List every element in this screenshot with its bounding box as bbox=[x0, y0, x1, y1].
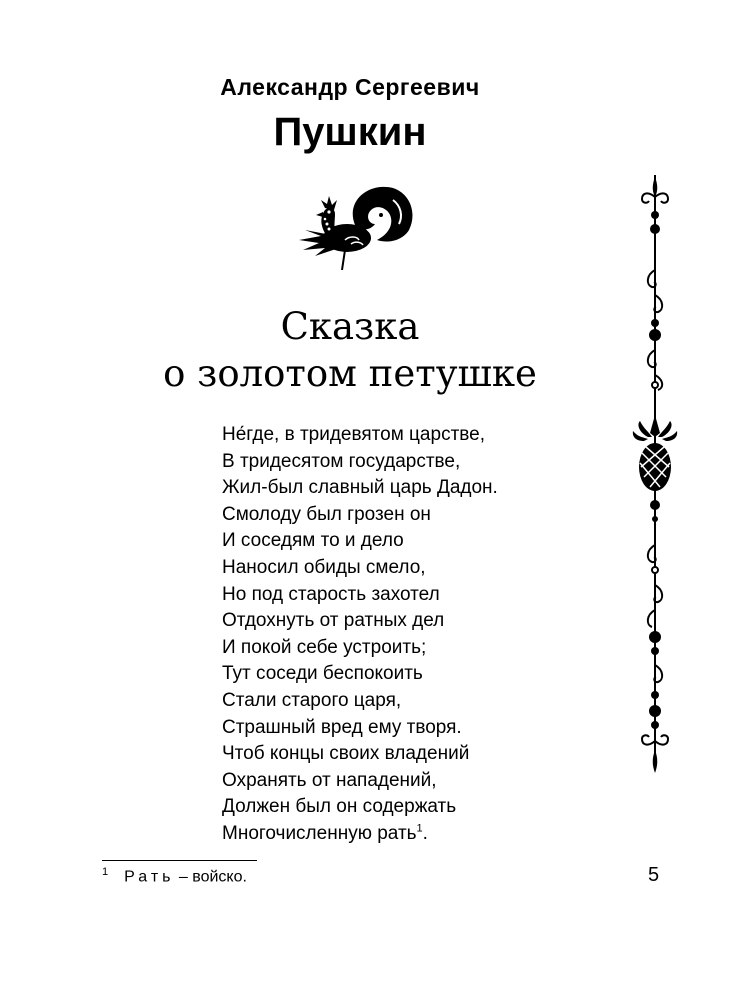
poem-line: Чтоб концы своих владений bbox=[222, 743, 470, 765]
poem-line: Но под старость захотел bbox=[222, 583, 440, 605]
author-first-name: Александр Сергеевич bbox=[220, 74, 480, 100]
footnote-marker: 1 bbox=[416, 822, 423, 835]
poem-text bbox=[222, 422, 552, 848]
poem-line: Не́где, в тридевятом царстве, bbox=[222, 424, 485, 445]
title-line-1: Сказка bbox=[280, 305, 420, 348]
poem-line: Смолоду был грозен он bbox=[222, 503, 431, 525]
poem-line-end: . bbox=[422, 822, 428, 844]
poem-line: Должен был он содержать bbox=[222, 796, 457, 818]
poem-line: Тут соседи беспокоить bbox=[222, 663, 423, 685]
poem-line: Наносил обиды смело, bbox=[222, 556, 426, 578]
poem-line: Жил-был славный царь Дадон. bbox=[222, 477, 498, 499]
footnote-divider bbox=[102, 860, 257, 861]
poem-line: Стали старого царя, bbox=[222, 689, 402, 711]
rooster-illustration bbox=[285, 180, 415, 270]
poem-line: Отдохнуть от ратных дел bbox=[222, 610, 445, 632]
author-last-name: Пушкин bbox=[273, 110, 427, 154]
footnote-term: Рать bbox=[124, 868, 175, 886]
title-line-2: о золотом петушке bbox=[163, 352, 537, 395]
poem-line: Страшный вред ему творя. bbox=[222, 716, 462, 738]
poem-line: Охранять от нападений, bbox=[222, 769, 437, 791]
page-number: 5 bbox=[648, 864, 660, 886]
tale-title bbox=[0, 303, 700, 397]
poem-line: И соседям то и дело bbox=[222, 530, 404, 552]
poem-line-last bbox=[222, 821, 552, 848]
poem-line-text: Многочисленную рать bbox=[222, 822, 417, 844]
poem-line: В тридесятом государстве, bbox=[222, 450, 461, 472]
footnote bbox=[102, 866, 247, 886]
poem-line: И покой себе устроить; bbox=[222, 636, 427, 658]
vertical-ornament bbox=[630, 175, 680, 775]
footnote-number: 1 bbox=[102, 866, 109, 878]
footnote-definition: – войско. bbox=[174, 868, 247, 886]
